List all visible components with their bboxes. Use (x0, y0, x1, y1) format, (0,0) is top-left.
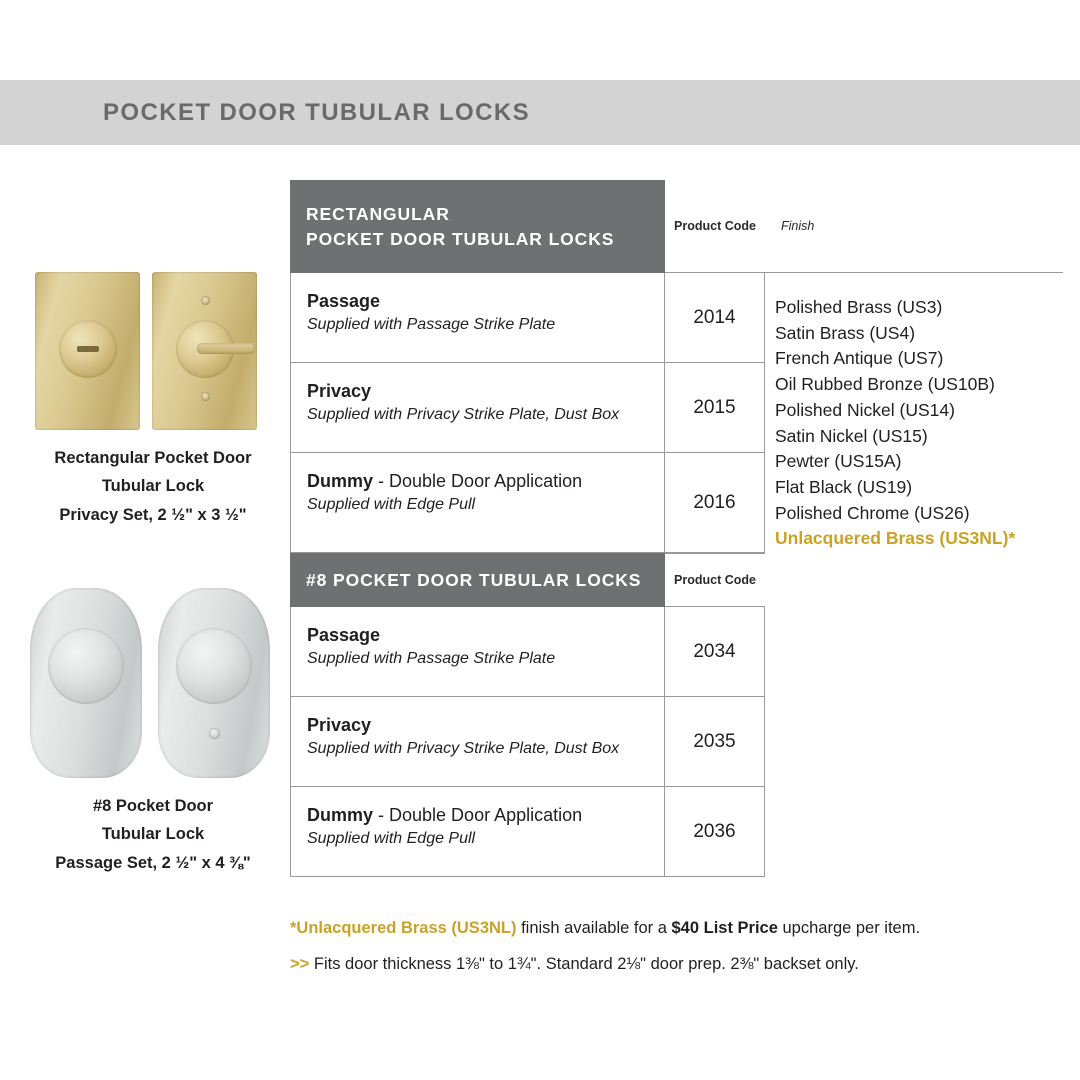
row-finish-cell (765, 697, 1063, 787)
finish-item: Satin Nickel (US15) (775, 425, 928, 446)
row-title (307, 623, 648, 647)
row-subtitle: Supplied with Edge Pull (307, 496, 476, 514)
row-title-suffix: - Double Door Application (373, 471, 583, 491)
page-title: POCKET DOOR TUBULAR LOCKS (103, 99, 530, 126)
row-description (290, 273, 665, 363)
caption-line-1: #8 Pocket Door (92, 797, 214, 815)
product-rectangular (18, 272, 288, 529)
row-subtitle: Supplied with Edge Pull (307, 830, 476, 848)
row-description (290, 607, 665, 697)
section-header-line-2: POCKET DOOR TUBULAR LOCKS (306, 228, 615, 249)
row-subtitle: Supplied with Passage Strike Plate (307, 316, 556, 334)
row-finish-cell (765, 787, 1063, 877)
product-number-8 (18, 588, 288, 877)
row-description (290, 453, 665, 553)
product-image-rectangular (18, 272, 288, 432)
chevron-double-right-icon: >> (290, 955, 310, 974)
arch-escutcheon-right-icon (158, 588, 270, 778)
section-header-rectangular (290, 180, 665, 273)
finish-item: Polished Chrome (US26) (775, 502, 970, 523)
rect-turn-lever-icon (197, 343, 255, 354)
row-title-main: Privacy (307, 715, 372, 735)
footnote-price: $40 List Price (671, 919, 778, 937)
footnote-upcharge (290, 915, 1070, 941)
row-title-suffix: - Double Door Application (373, 805, 583, 825)
screw-icon (209, 728, 220, 739)
caption-line-2: Tubular Lock (101, 477, 205, 496)
arch-knob-icon (176, 628, 252, 704)
footnote-door-prep-text: Fits door thickness 1⅜" to 1¾". Standard 2⅛" door prep. 2⅜" backset only. (313, 955, 859, 974)
caption-line-1: Rectangular Pocket Door (54, 449, 252, 467)
row-subtitle: Supplied with Privacy Strike Plate, Dust Box (307, 740, 620, 758)
row-subtitle: Supplied with Privacy Strike Plate, Dust Box (307, 406, 620, 424)
table-row (290, 787, 1063, 877)
finish-item: Polished Nickel (US14) (775, 399, 955, 420)
footnote-finish-name: *Unlacquered Brass (US3NL) (290, 919, 517, 937)
footnotes (290, 915, 1070, 978)
row-product-code: 2015 (665, 363, 765, 453)
row-product-code: 2016 (665, 453, 765, 553)
row-product-code: 2035 (665, 697, 765, 787)
table-header-row-number-8 (290, 553, 1063, 607)
row-description (290, 787, 665, 877)
section-header-number-8: #8 POCKET DOOR TUBULAR LOCKS (290, 553, 665, 607)
rect-thumbturn-slot-icon (77, 346, 99, 352)
product-image-number-8 (18, 588, 288, 780)
row-title (307, 379, 648, 403)
column-header-finish: Finish (765, 180, 1063, 273)
row-product-code: 2034 (665, 607, 765, 697)
caption-line-3: Passage Set, 2 ½" x 4 ⅜" (55, 853, 251, 872)
row-description (290, 363, 665, 453)
row-title (307, 289, 648, 313)
header-spacer (765, 553, 1063, 607)
rect-escutcheon-left-icon (35, 272, 140, 430)
row-title (307, 713, 648, 737)
arch-knob-icon (48, 628, 124, 704)
footnote-mid-text: finish available for a (516, 919, 672, 937)
rect-escutcheon-right-icon (152, 272, 257, 430)
screw-icon (201, 392, 210, 401)
caption-line-3: Privacy Set, 2 ½" x 3 ½" (59, 505, 247, 524)
table-row (290, 607, 1063, 697)
arch-escutcheon-left-icon (30, 588, 142, 778)
finish-item: Flat Black (US19) (775, 477, 913, 498)
footnote-door-prep (290, 951, 1070, 977)
product-caption-rectangular (18, 444, 288, 529)
finish-item: Oil Rubbed Bronze (US10B) (775, 374, 995, 395)
row-title (307, 469, 648, 493)
finish-list (775, 295, 1065, 552)
finish-item: Pewter (US15A) (775, 451, 902, 472)
row-subtitle: Supplied with Passage Strike Plate (307, 650, 556, 668)
column-header-product-code: Product Code (665, 180, 765, 273)
row-product-code: 2036 (665, 787, 765, 877)
product-caption-number-8 (18, 792, 288, 877)
finish-item: Polished Brass (US3) (775, 297, 943, 317)
table-header-row-rectangular (290, 180, 1063, 273)
row-title (307, 803, 648, 827)
row-description (290, 697, 665, 787)
row-product-code: 2014 (665, 273, 765, 363)
finish-item: French Antique (US7) (775, 348, 944, 369)
section-header-line-1: RECTANGULAR (306, 204, 450, 224)
screw-icon (201, 296, 210, 305)
row-title-main: Privacy (307, 381, 372, 401)
table-row (290, 697, 1063, 787)
caption-line-2: Tubular Lock (101, 825, 205, 844)
footnote-end-text: upcharge per item. (777, 919, 921, 937)
row-title-main: Passage (307, 291, 381, 311)
finish-item: Satin Brass (US4) (775, 322, 916, 343)
row-title-main: Passage (307, 625, 381, 645)
finish-item-highlighted: Unlacquered Brass (US3NL)* (775, 528, 1016, 549)
column-header-product-code: Product Code (665, 553, 765, 607)
row-finish-cell (765, 607, 1063, 697)
row-title-main: Dummy (307, 471, 374, 491)
row-title-main: Dummy (307, 805, 374, 825)
